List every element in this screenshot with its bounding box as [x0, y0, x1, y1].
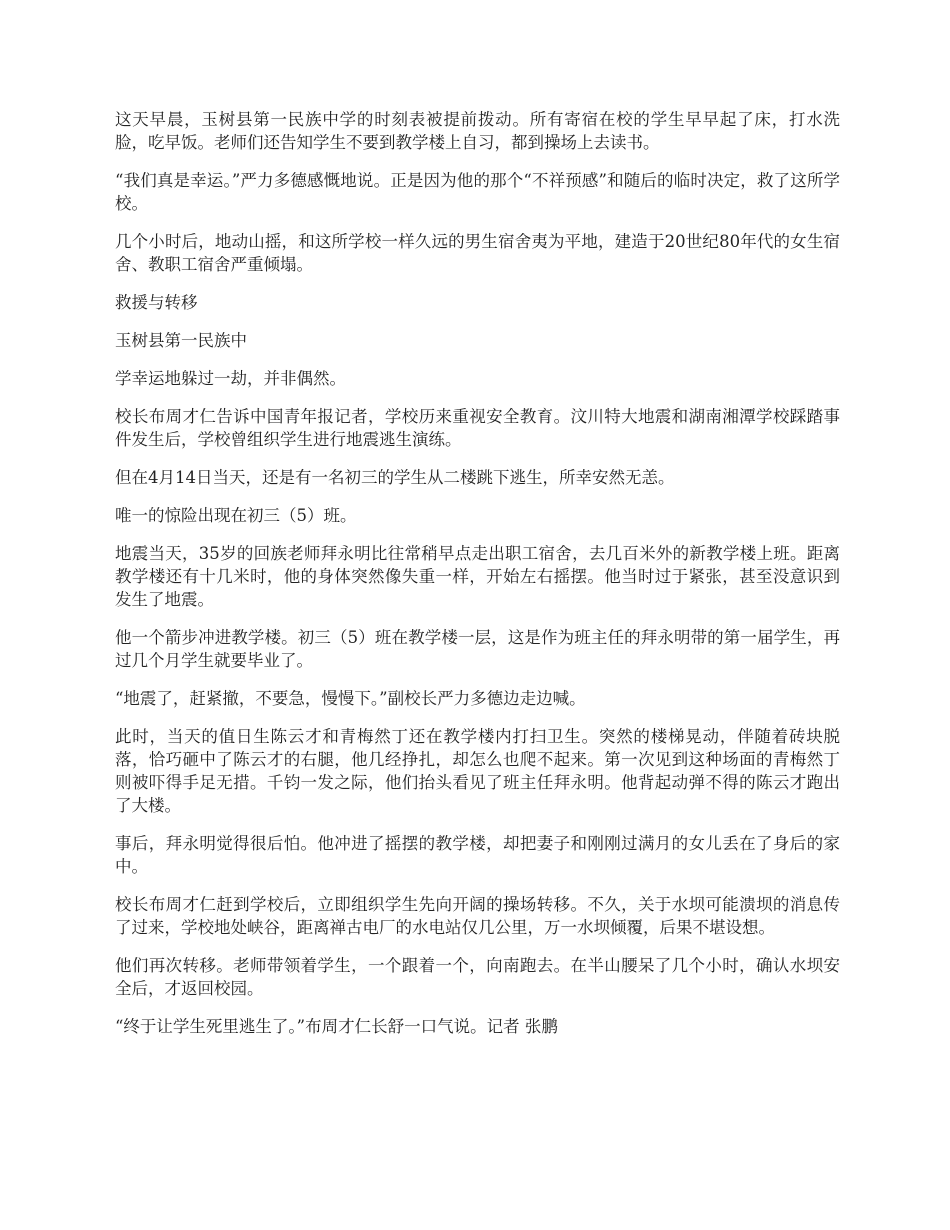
paragraph-16: 他们再次转移。老师带领着学生，一个跟着一个，向南跑去。在半山腰呆了几个小时，确认水坝安全后，才返回校园。 — [115, 956, 840, 998]
paragraph-15: 校长布周才仁赶到学校后，立即组织学生先向开阔的操场转移。不久，关于水坝可能溃坝的消息传了过来，学校地处峡谷，距离禅古电厂的水电站仅几公里，万一水坝倾覆，后果不堪设想。 — [115, 895, 840, 937]
paragraph-1: 这天早晨，玉树县第一民族中学的时刻表被提前拨动。所有寄宿在校的学生早早起了床，打水洗脸，吃早饭。老师们还告知学生不要到教学楼上自习，都到操场上去读书。 — [115, 110, 840, 152]
paragraph-14: 事后，拜永明觉得很后怕。他冲进了摇摆的教学楼，却把妻子和刚刚过满月的女儿丢在了身后的家中。 — [115, 834, 840, 876]
paragraph-3: 几个小时后，地动山摇，和这所学校一样久远的男生宿舍夷为平地，建造于20世纪80年代的女生宿舍、教职工宿舍严重倾塌。 — [115, 232, 840, 274]
paragraph-12: “地震了，赶紧撤，不要急，慢慢下。”副校长严力多德边走边喊。 — [115, 689, 586, 708]
paragraph-13: 此时，当天的值日生陈云才和青梅然丁还在教学楼内打扫卫生。突然的楼梯晃动，伴随着砖块脱落，恰巧砸中了陈云才的右腿，他几经挣扎，却怎么也爬不起来。第一次见到这种场面的青梅然丁则被吓得手足无措。千钧一发之际，他们抬头看见了班主任拜永明。他背起动弹不得的陈云才跑出了大楼。 — [115, 727, 840, 815]
paragraph-2: “我们真是幸运。”严力多德感慨地说。正是因为他的那个“不祥预感”和随后的临时决定，救了这所学校。 — [115, 171, 840, 213]
paragraph-11: 他一个箭步冲进教学楼。初三（5）班在教学楼一层，这是作为班主任的拜永明带的第一届学生，再过几个月学生就要毕业了。 — [115, 628, 840, 670]
paragraph-7: 校长布周才仁告诉中国青年报记者，学校历来重视安全教育。汶川特大地震和湖南湘潭学校踩踏事件发生后，学校曾组织学生进行地震逃生演练。 — [115, 407, 840, 449]
section-heading: 救援与转移 — [115, 293, 198, 312]
paragraph-6: 学幸运地躲过一劫，并非偶然。 — [115, 369, 346, 388]
article-body — [115, 108, 840, 1053]
paragraph-10: 地震当天，35岁的回族老师拜永明比往常稍早点走出职工宿舍，去几百米外的新教学楼上班。距离教学楼还有十几米时，他的身体突然像失重一样，开始左右摇摆。他当时过于紧张，甚至没意识到发生了地震。 — [115, 544, 840, 609]
paragraph-17-byline: “终于让学生死里逃生了。”布周才仁长舒一口气说。记者 张鹏 — [115, 1017, 558, 1036]
paragraph-8: 但在4月14日当天，还是有一名初三的学生从二楼跳下逃生，所幸安然无恙。 — [115, 468, 675, 487]
paragraph-5: 玉树县第一民族中 — [115, 331, 247, 350]
paragraph-9: 唯一的惊险出现在初三（5）班。 — [115, 506, 357, 525]
